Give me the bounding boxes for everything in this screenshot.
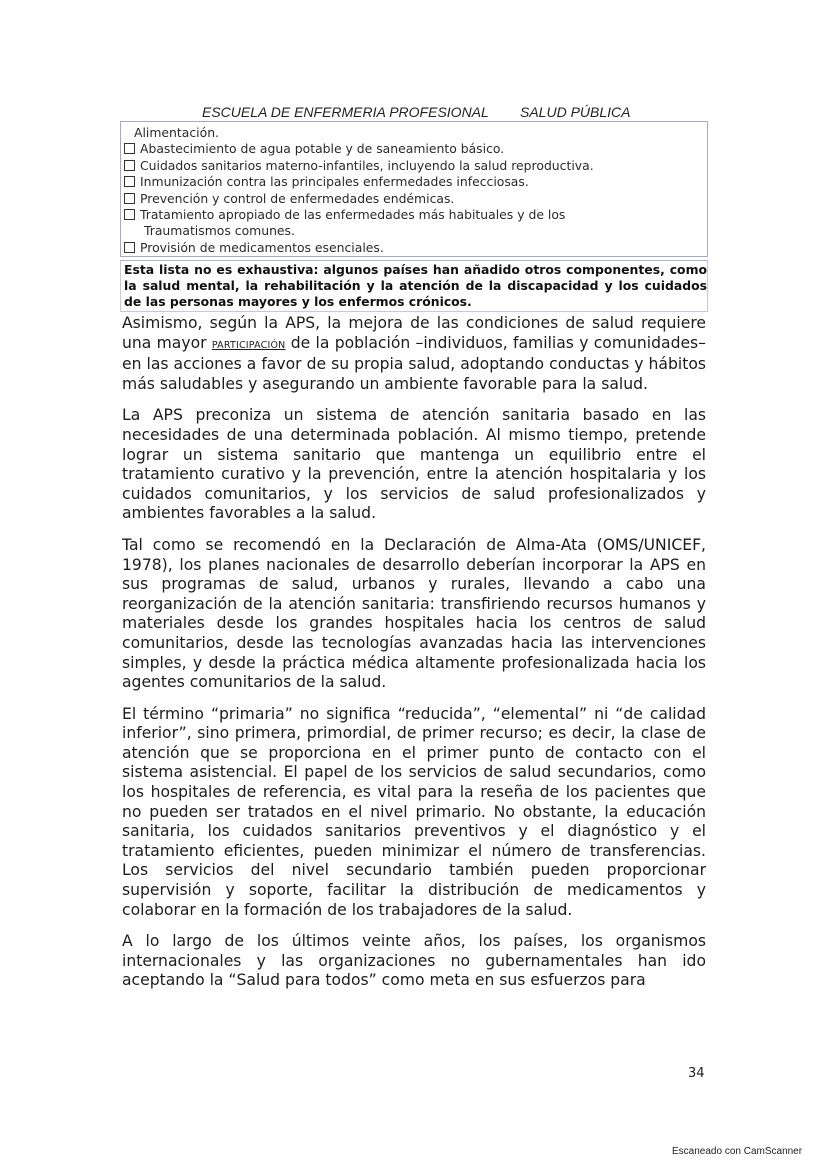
page-number: 34 <box>688 1066 705 1081</box>
checklist-item-label: Cuidados sanitarios materno-infantiles, incluyendo la salud reproductiva. <box>140 157 594 173</box>
checklist-item <box>124 240 707 256</box>
checklist-item <box>124 174 707 190</box>
checklist-item <box>124 141 707 157</box>
checkbox-icon <box>124 242 135 253</box>
checklist-item-label: Tratamiento apropiado de las enfermedades más habituales y de los <box>140 207 566 223</box>
checkbox-icon <box>124 176 135 187</box>
checkbox-icon <box>124 160 135 171</box>
components-checklist <box>120 121 708 257</box>
paragraph <box>122 314 706 394</box>
checkbox-icon <box>124 193 135 204</box>
participation-link[interactable]: PARTICIPACIÓN <box>211 339 286 351</box>
checkbox-icon <box>124 143 135 154</box>
checklist-item-label: Alimentación. <box>134 125 219 140</box>
paragraph: La APS preconiza un sistema de atención sanitaria basado en las necesidades de una determinada población. Al mismo tiempo, pretende lograr un sistema sanitario que mantenga un equilibrio entre el tratamiento curativo y la prevención, entre la atención hospitalaria y los cuidados comunitarios, y los servicios de salud profesionalizados y ambientes favorables a la salud. <box>122 406 706 523</box>
paragraph-text: Asimismo, según la APS, la mejora de las condiciones de salud requiere una mayor <box>122 314 706 352</box>
checklist-item-label: Abastecimiento de agua potable y de saneamiento básico. <box>140 141 505 157</box>
paragraph: Tal como se recomendó en la Declaración de Alma-Ata (OMS/UNICEF, 1978), los planes nacionales de desarrollo deberían incorporar la APS en sus programas de salud, urbanos y rurales, llevando a cabo una reorganización de la atención sanitaria: transfiriendo recursos humanos y materiales desde los grandes hospitales hacia los centros de salud comunitarios, desde las tecnologías avanzadas hacia las intervenciones simples, y desde la práctica médica altamente profesionalizada hacia los agentes comunitarios de la salud. <box>122 535 706 692</box>
body-text <box>122 314 706 1003</box>
checklist-item-label: Prevención y control de enfermedades endémicas. <box>140 190 455 206</box>
checklist-item <box>124 223 707 239</box>
checklist-item-label: Inmunización contra las principales enfermedades infecciosas. <box>140 174 529 190</box>
paragraph: A lo largo de los últimos veinte años, los países, los organismos internacionales y las organizaciones no gubernamentales han ido aceptando la “Salud para todos” como meta en sus esfuerzos para <box>122 932 706 990</box>
checklist-item <box>124 158 707 174</box>
checklist-item-label: Provisión de medicamentos esenciales. <box>140 239 384 255</box>
paragraph: El término “primaria” no significa “reducida”, “elemental” ni “de calidad inferior”, sino primera, primordial, de primer recurso; es decir, la clase de atención que se proporciona en el primer punto de contacto con el sistema asistencial. El papel de los servicios de salud secundarios, como los hospitales de referencia, es vital para la reseña de los pacientes que no pueden ser tratados en el nivel primario. No obstante, la educación sanitaria, los cuidados sanitarios preventivos y el diagnóstico y el tratamiento eficientes, pueden minimizar el número de transferencias. Los servicios del nivel secundario también pueden proporcionar supervisión y soporte, facilitar la distribución de medicamentos y colaborar en la formación de los trabajadores de la salud. <box>122 704 706 919</box>
checklist-item <box>124 207 707 223</box>
checkbox-icon <box>124 209 135 220</box>
scanner-watermark: Escaneado con CamScanner <box>672 1146 803 1157</box>
checklist-item <box>124 191 707 207</box>
checklist-item <box>124 125 707 141</box>
note-box: Esta lista no es exhaustiva: algunos países han añadido otros componentes, como la salud mental, la rehabilitación y la atención de la discapacidad y los cuidados de las personas mayores y los enfermos crónicos. <box>120 260 708 312</box>
header-subject: SALUD PÚBLICA <box>520 104 631 120</box>
checklist-item-label: Traumatismos comunes. <box>144 223 295 239</box>
header-school: ESCUELA DE ENFERMERIA PROFESIONAL <box>202 104 489 120</box>
paragraph-text: de la población –individuos, familias y comunidades– en las acciones a favor de su propia salud, adoptando conductas y hábitos más saludables y asegurando un ambiente favorable para la salud. <box>122 333 706 393</box>
